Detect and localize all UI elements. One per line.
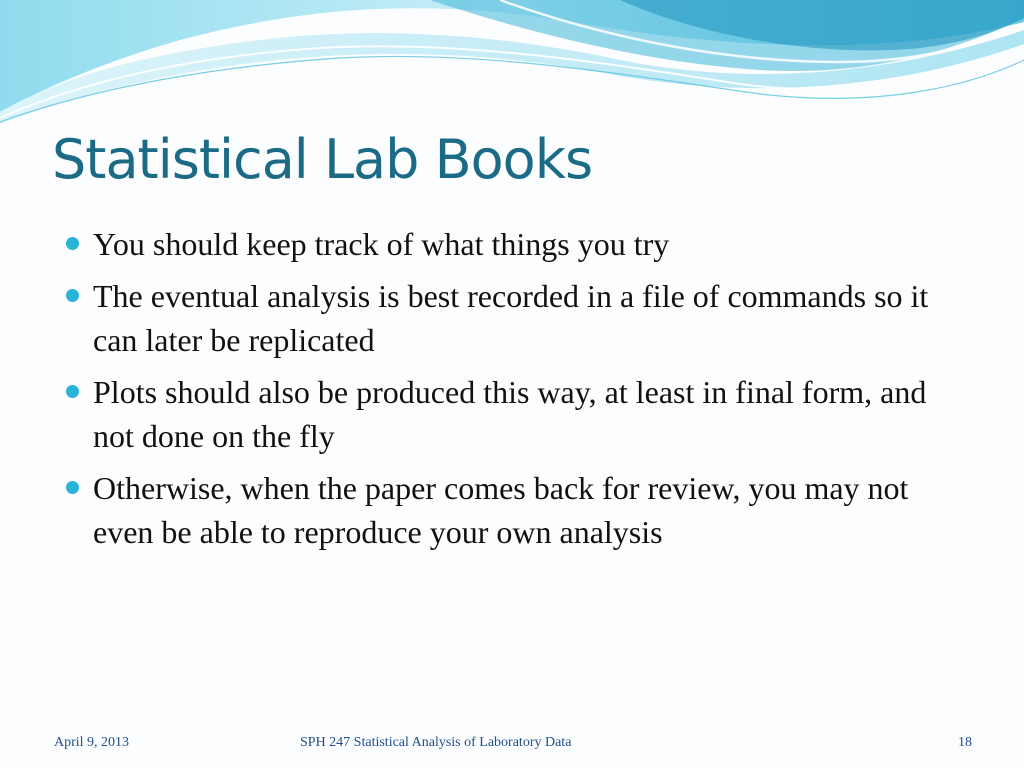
slide-title: Statistical Lab Books bbox=[52, 128, 593, 191]
bullet-marker-icon bbox=[66, 481, 79, 494]
bullet-item bbox=[66, 274, 966, 362]
bullet-item bbox=[66, 466, 966, 554]
header-wave-decoration bbox=[0, 0, 1024, 130]
bullet-text: You should keep track of what things you try bbox=[93, 226, 670, 262]
bullet-marker-icon bbox=[66, 237, 79, 250]
bullet-item bbox=[66, 370, 966, 458]
footer-page-number: 18 bbox=[958, 735, 972, 750]
footer-course-title: SPH 247 Statistical Analysis of Laboratory Data bbox=[300, 735, 572, 750]
bullet-list bbox=[66, 222, 966, 562]
bullet-item bbox=[66, 222, 966, 266]
bullet-text: Plots should also be produced this way, at least in final form, and not done on the fly bbox=[93, 374, 927, 454]
footer-date: April 9, 2013 bbox=[54, 735, 130, 750]
bullet-text: Otherwise, when the paper comes back for review, you may not even be able to reproduce your own analysis bbox=[93, 470, 909, 550]
bullet-text: The eventual analysis is best recorded in a file of commands so it can later be replicated bbox=[93, 278, 929, 358]
bullet-marker-icon bbox=[66, 385, 79, 398]
bullet-marker-icon bbox=[66, 289, 79, 302]
